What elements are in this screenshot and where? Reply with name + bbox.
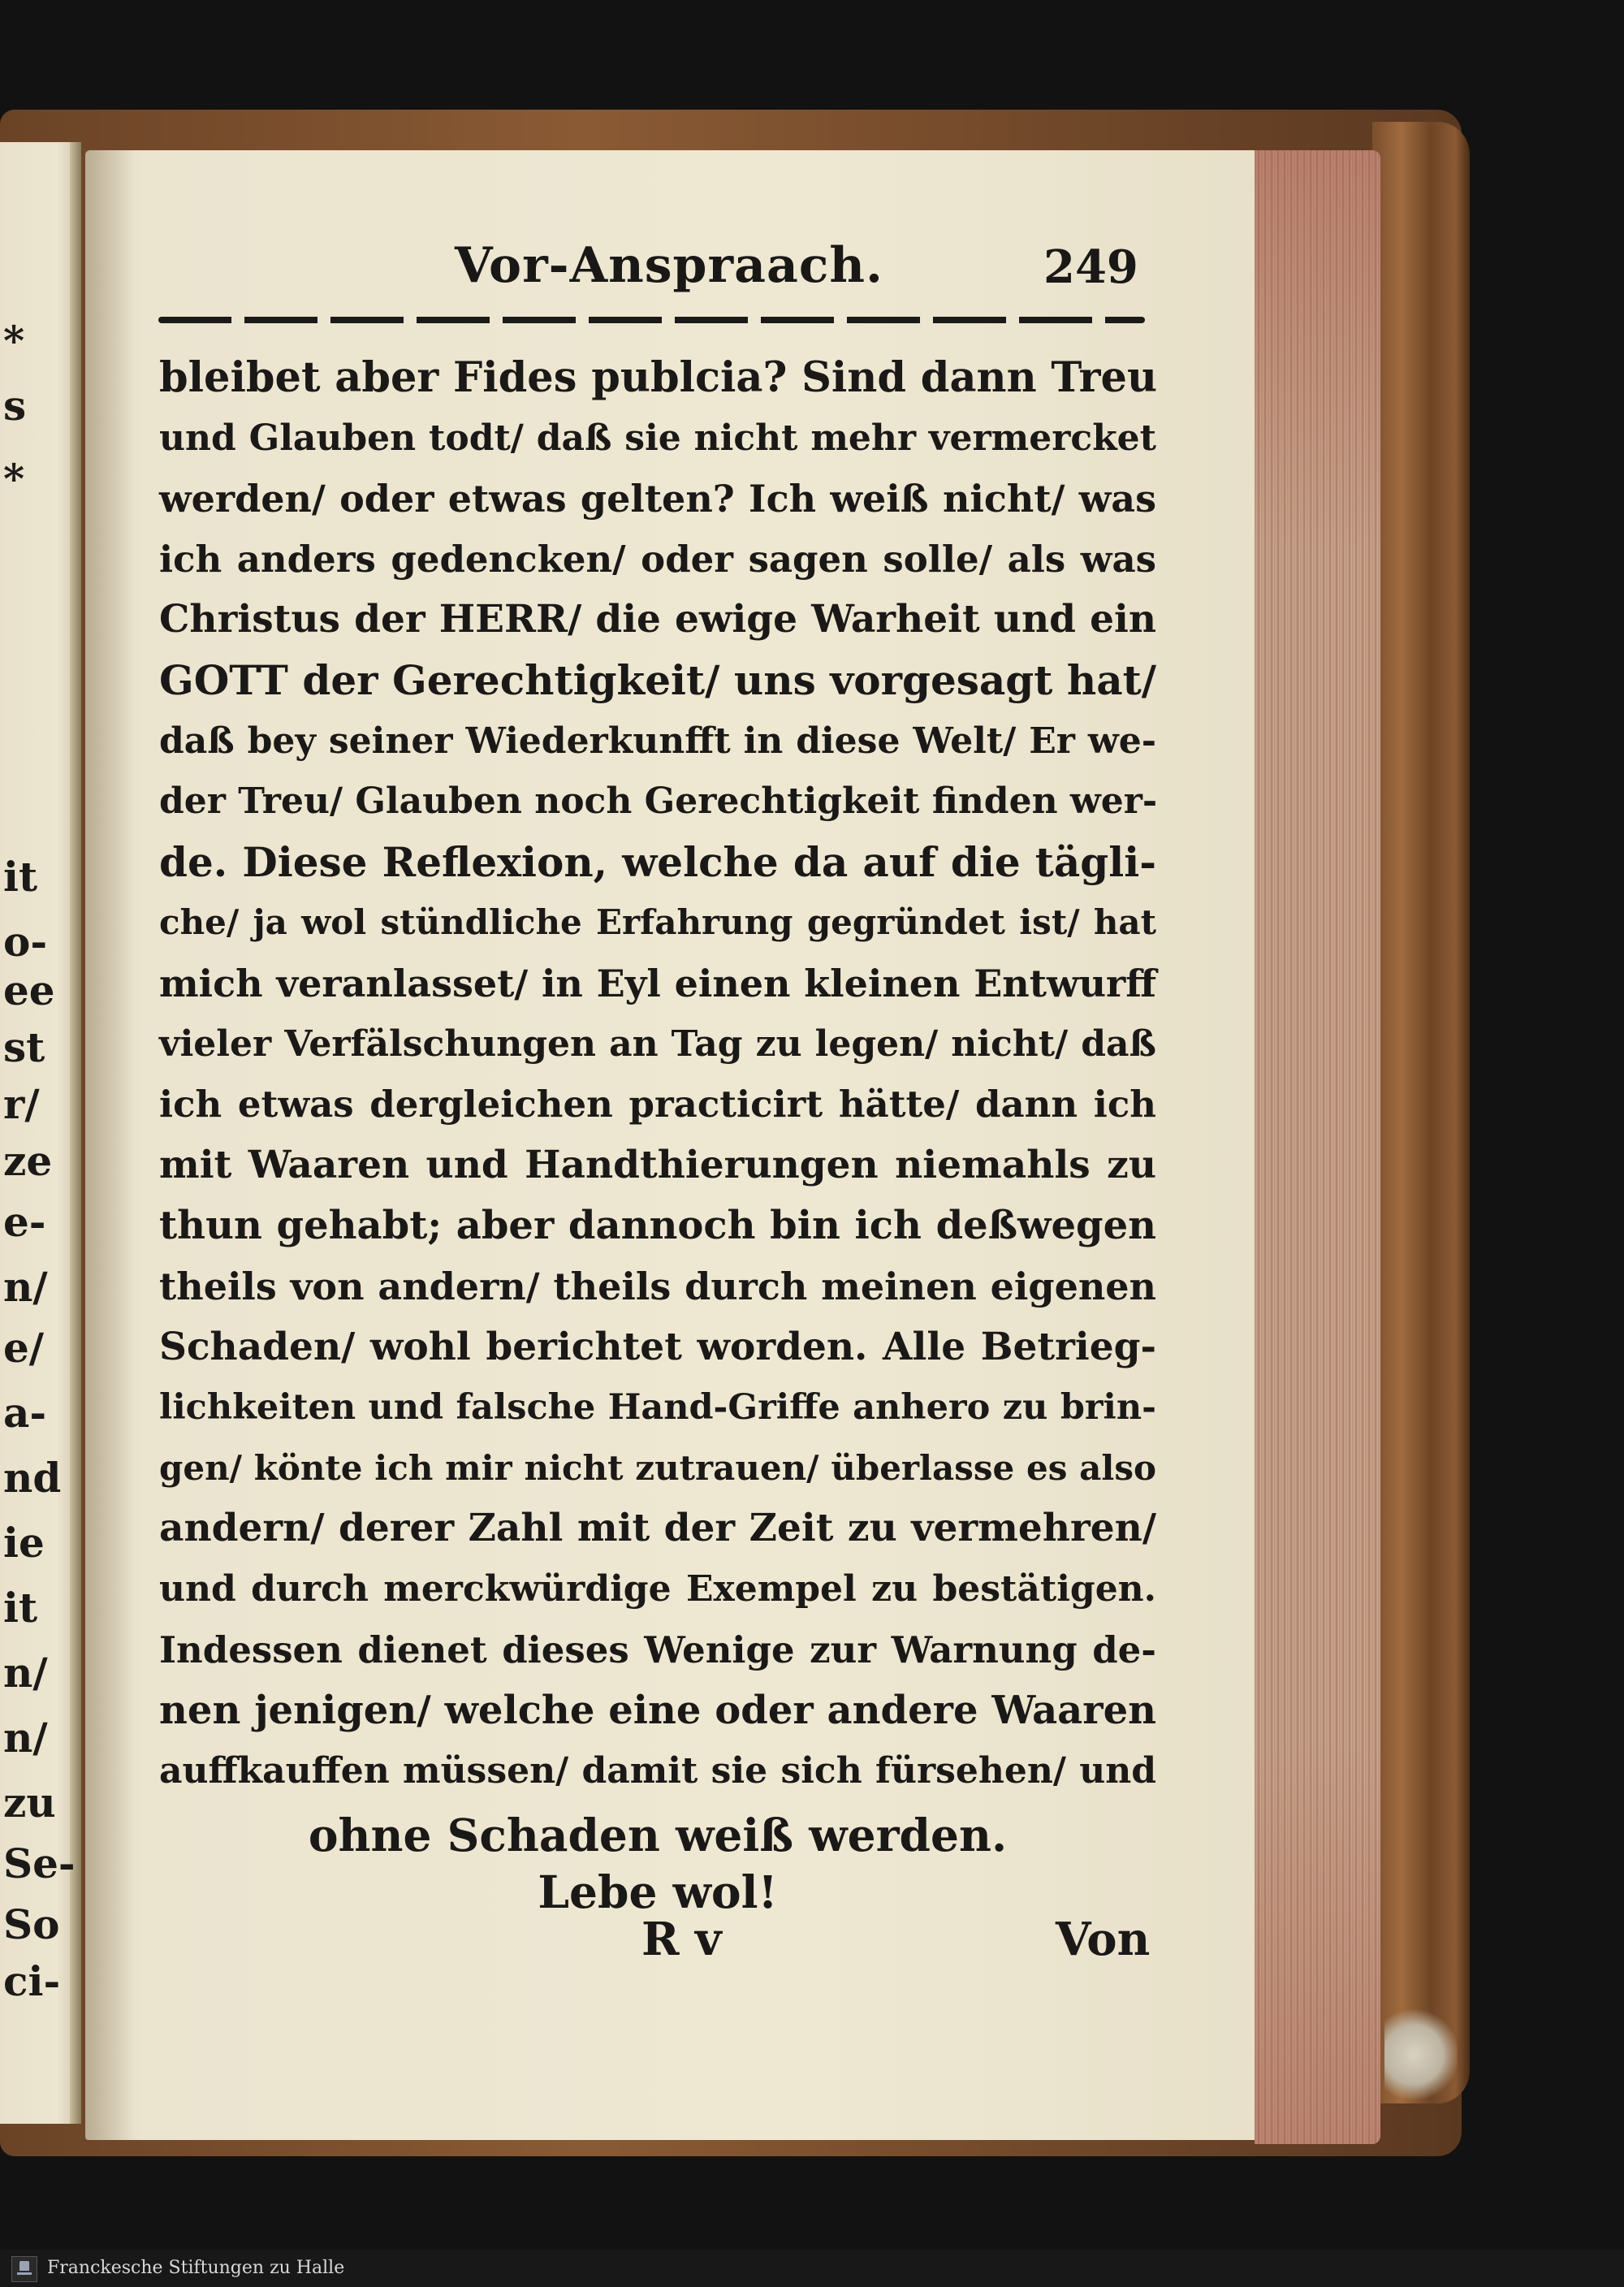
previous-page-fragment: * [3,317,25,365]
previous-page-fragment: it [3,853,38,901]
text-line: mich veranlasset/ in Eyl einen kleinen Entwurff [159,962,1156,1005]
text-line: thun gehabt; aber dannoch bin ich deßwegen [159,1203,1156,1249]
text-line: und durch merckwürdige Exempel zu bestätigen. [159,1568,1156,1610]
previous-page-fragment: st [3,1023,45,1071]
closing-line: ohne Schaden weiß werden. [308,1809,1008,1861]
previous-page-fragment: ie [3,1519,45,1567]
text-line: nen jenigen/ welche eine oder andere Waaren [159,1688,1156,1734]
text-line: der Treu/ Glauben noch Gerechtigkeit finden wer- [159,780,1158,823]
text-line: ich etwas dergleichen practicirt hätte/ dann ich [159,1083,1156,1126]
previous-page-fragment: So [3,1900,60,1948]
previous-page-fragment: e- [3,1198,46,1246]
previous-page-fragment: n/ [3,1714,48,1762]
text-line: lichkeiten und falsche Hand-Griffe anhero zu brin- [159,1387,1156,1429]
text-line: Christus der HERR/ die ewige Warheit und ein [159,597,1156,642]
institution-name: Franckesche Stiftungen zu Halle [47,2258,345,2278]
previous-page-fragment: e/ [3,1324,45,1372]
page-gutter [70,142,81,2124]
text-line: GOTT der Gerechtigkeit/ uns vorgesagt hat/ [159,656,1156,704]
previous-page-fragment: ci- [3,1957,61,2005]
institution-logo-icon [11,2256,37,2282]
text-line: che/ ja wol stündliche Erfahrung gegründet ist/ hat [159,902,1156,943]
previous-page-fragment: n/ [3,1263,48,1311]
text-line: und Glauben todt/ daß sie nicht mehr vermercket [159,417,1156,459]
previous-page-fragment: Se- [3,1840,76,1887]
fore-edge-stain [1255,150,1380,2144]
text-line: werden/ oder etwas gelten? Ich weiß nicht/ was [159,477,1156,521]
text-line: bleibet aber Fides publcia? Sind dann Treu [159,353,1158,402]
text-line: mit Waaren und Handthierungen niemahls zu [159,1142,1156,1187]
text-line: ich anders gedencken/ oder sagen solle/ als was [159,537,1156,581]
book-spine-edge [1372,122,1470,2103]
previous-page-fragment: r/ [3,1080,40,1128]
text-line: auffkauffen müssen/ damit sie sich fürsehen/ und [159,1749,1156,1792]
footer-bar [0,2250,1624,2287]
header-rule [158,317,1145,323]
text-line: de. Diese Reflexion, welche da auf die tägli- [159,837,1156,886]
previous-page-fragment: nd [3,1454,62,1502]
page-number: 249 [1043,240,1138,294]
signature-mark: R v [641,1913,722,1966]
text-line: Schaden/ wohl berichtet worden. Alle Betrieg- [159,1324,1156,1369]
previous-page-fragment: s [3,382,27,430]
text-line: vieler Verfälschungen an Tag zu legen/ nicht/ daß [159,1022,1156,1065]
previous-page-fragment: ze [3,1137,53,1185]
text-line: Indessen dienet dieses Wenige zur Warnung de- [159,1628,1156,1671]
text-line: andern/ derer Zahl mit der Zeit zu vermehren/ [159,1506,1156,1551]
text-line: daß bey seiner Wiederkunfft in diese Welt/ Er we- [159,720,1156,762]
previous-page-fragment: * [3,455,25,503]
running-head: Vor-Anspraach. [455,237,883,294]
previous-page-strip [0,142,81,2124]
catchword: Von [1056,1913,1151,1966]
text-line: gen/ könte ich mir nicht zutrauen/ überlasse es also [159,1447,1156,1488]
previous-page-fragment: a- [3,1389,47,1437]
gutter-shadow [85,150,134,2140]
text-line: theils von andern/ theils durch meinen eigenen [159,1265,1156,1308]
previous-page-fragment: o- [3,918,48,966]
frayed-corner [1384,2006,1458,2103]
previous-page-fragment: it [3,1584,38,1632]
farewell: Lebe wol! [538,1865,778,1918]
previous-page-fragment: n/ [3,1649,48,1697]
previous-page-fragment: ee [3,966,55,1014]
previous-page-fragment: zu [3,1779,56,1827]
